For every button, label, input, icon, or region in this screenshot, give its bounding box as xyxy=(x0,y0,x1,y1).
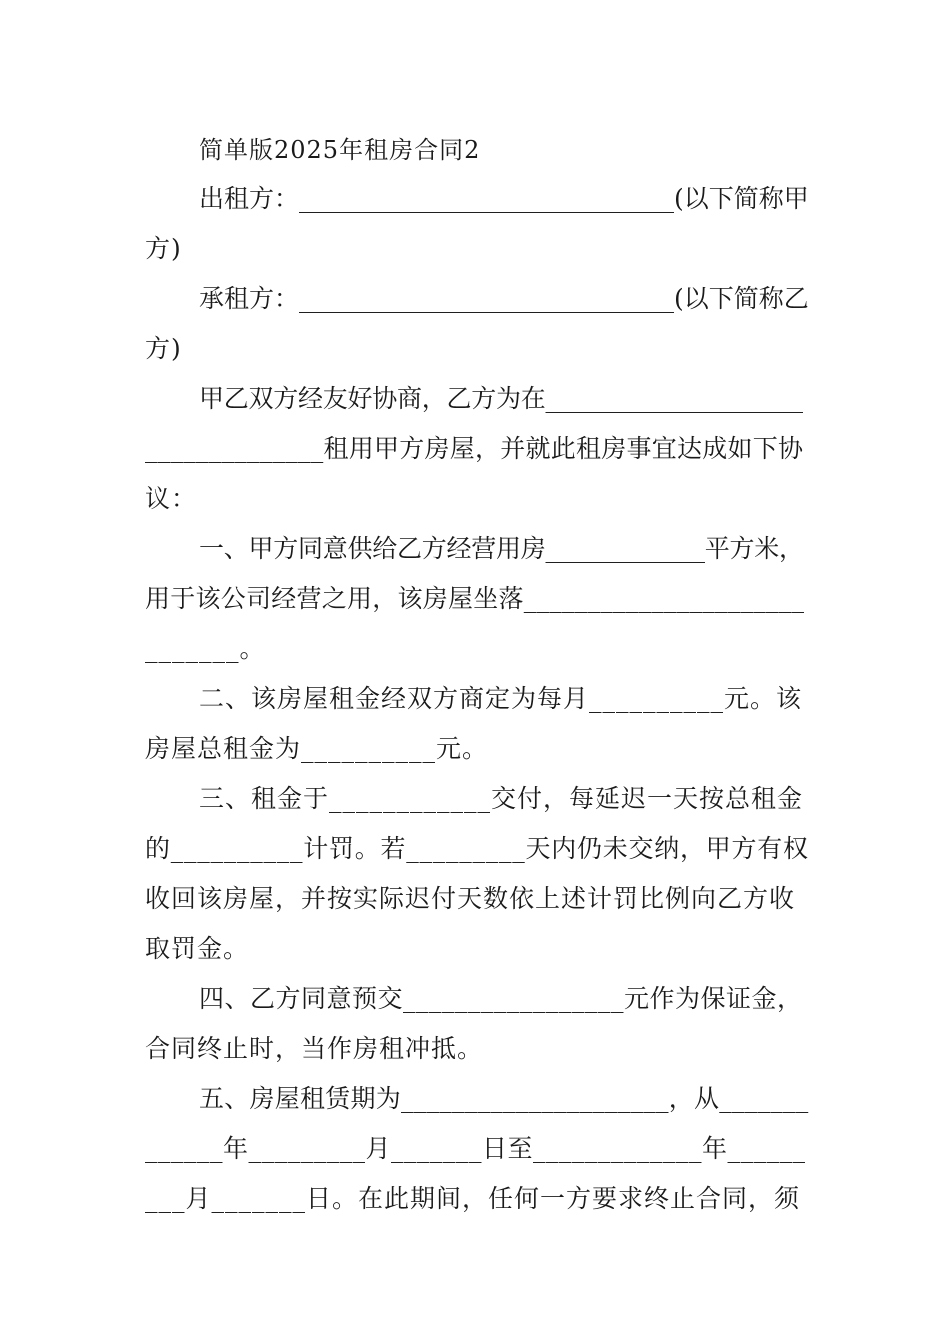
clause-3-line-3: 收回该房屋，并按实际迟付天数依上述计罚比例向乙方收 xyxy=(145,884,796,913)
clause-2-line-1: 二、该房屋租金经双方商定为每月__________元。该 xyxy=(199,684,803,713)
clause-5-line-2: ______年_________月_______日至_____________年______ xyxy=(145,1134,806,1163)
clause-2-line-2: 房屋总租金为__________元。 xyxy=(145,734,489,763)
preamble-line-2: ______________租用甲方房屋，并就此租房事宜达成如下协 xyxy=(145,434,804,463)
clause-4-line-1: 四、乙方同意预交_________________元作为保证金， xyxy=(199,984,803,1013)
lessee-line: 承租方：______________________________(以下简称乙 xyxy=(199,284,809,313)
clause-3-line-1: 三、租金于____________交付，每延迟一天按总租金 xyxy=(199,784,804,813)
clause-4-line-2: 合同终止时，当作房租冲抵。 xyxy=(145,1034,484,1063)
preamble-line-1: 甲乙双方经友好协商，乙方为在_____________________ xyxy=(199,384,803,413)
clause-3-line-4: 取罚金。 xyxy=(145,934,250,963)
preamble-line-3: 议： xyxy=(145,484,198,513)
clause-3-line-2: 的__________计罚。若_________天内仍未交纳，甲方有权 xyxy=(145,834,809,863)
lessor-line-cont: 方) xyxy=(145,234,182,263)
clause-1-line-1: 一、甲方同意供给乙方经营用房_____________平方米， xyxy=(199,534,804,563)
lessee-line-cont: 方) xyxy=(145,334,182,363)
lessor-line: 出租方：______________________________(以下简称甲 xyxy=(199,184,809,213)
document-title: 简单版2025年租房合同2 xyxy=(199,136,481,164)
clause-5-line-1: 五、房屋租赁期为_____________________，从_______ xyxy=(199,1084,809,1113)
clause-1-line-2: 用于该公司经营之用，该房屋坐落______________________ xyxy=(145,584,805,613)
clause-1-line-3: _______。 xyxy=(145,634,266,663)
clause-5-line-3: ___月_______日。在此期间，任何一方要求终止合同，须 xyxy=(145,1184,801,1213)
